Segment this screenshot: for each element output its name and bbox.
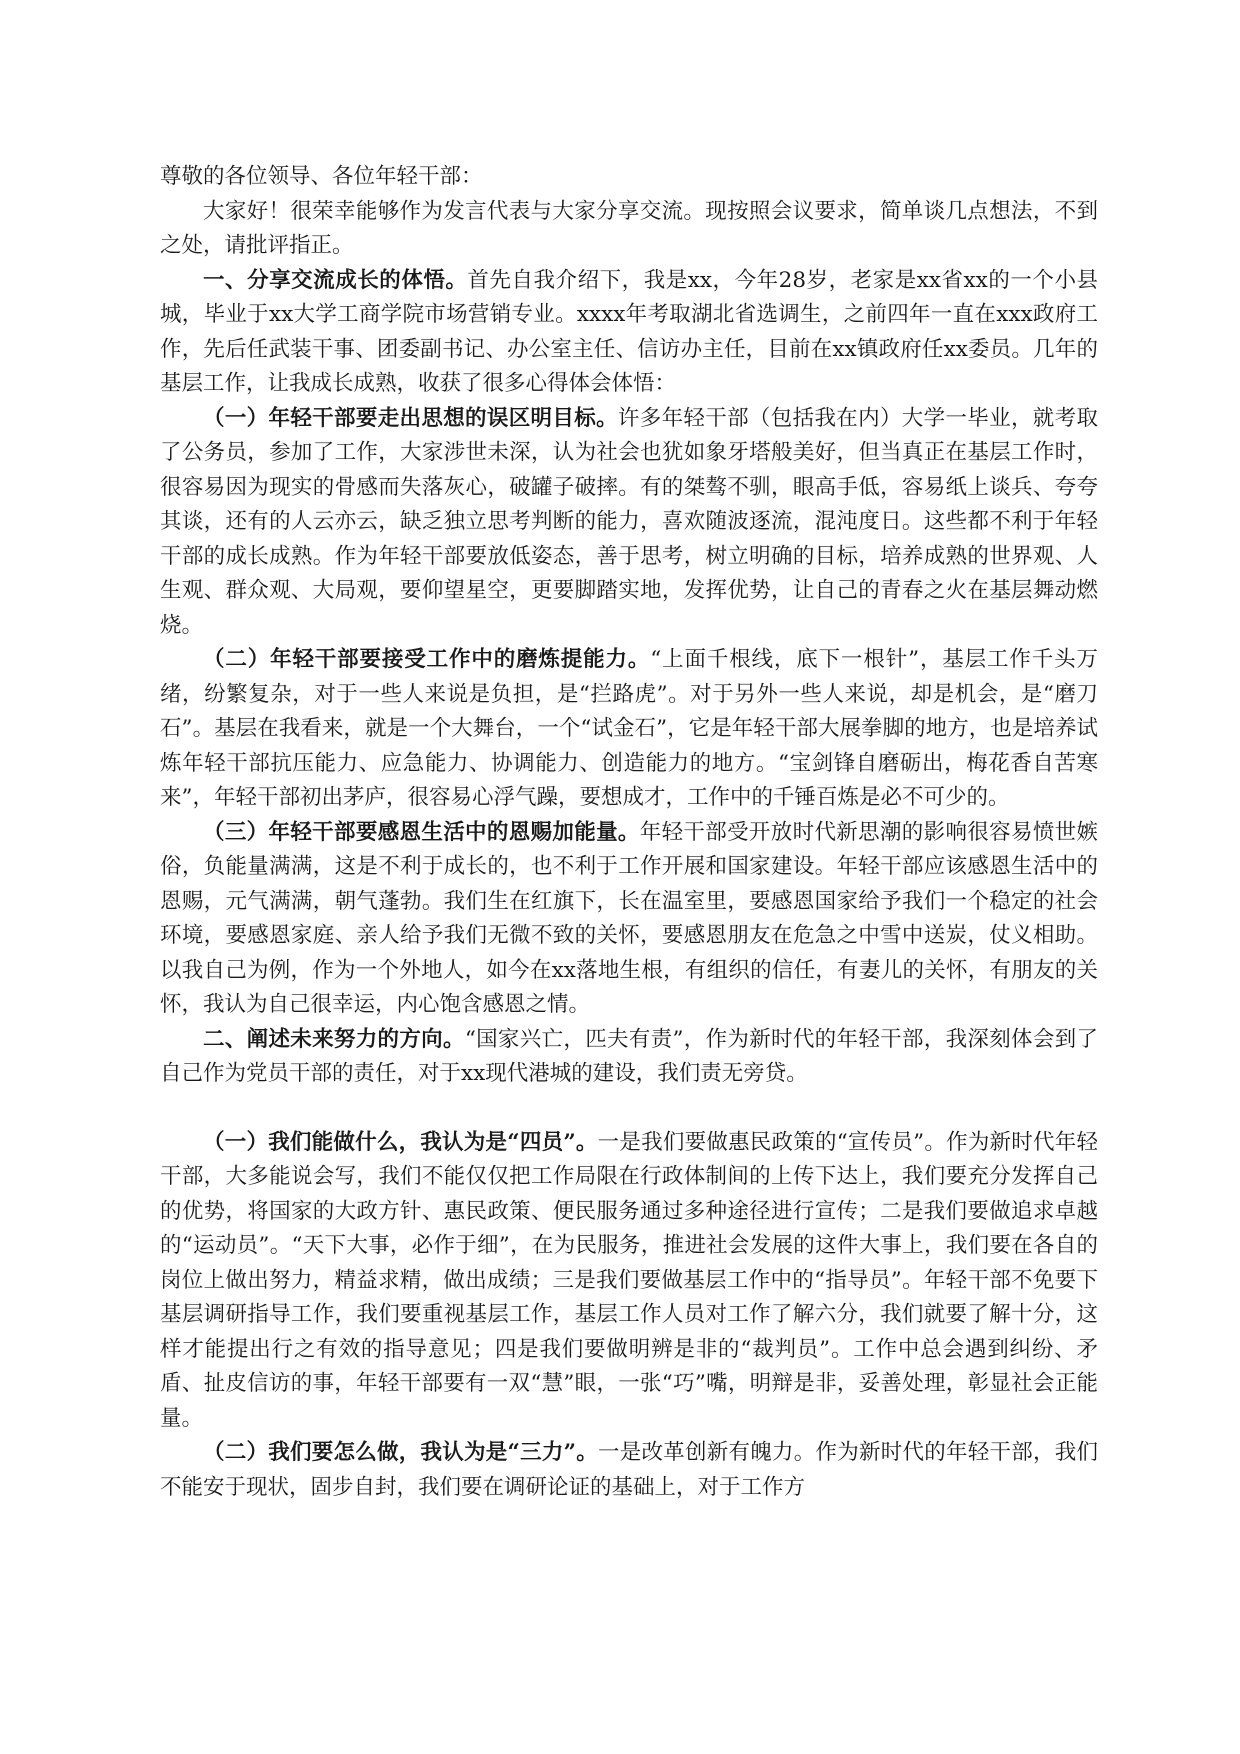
paragraph-text: 首先自我介绍下，我是xx，今年28岁，老家是xx省xx的一个小县城，毕业于xx大学工商学院市场营销专业。xxxx年考取湖北省选调生，之前四年一直在xxx政府工作，先后任武装干事、团委副书记、办公室主任、信访办主任，目前在xx镇政府任xx委员。几年的基层工作，让我成长成熟，收获了很多心得体会体悟：	[160, 267, 1098, 396]
paragraph-section-2	[160, 1023, 1098, 1092]
paragraph-section-2-1	[160, 1126, 1098, 1437]
paragraph-text: 年轻干部受开放时代新思潮的影响很容易愤世嫉俗，负能量满满，这是不利于成长的，也不利于工作开展和国家建设。年轻干部应该感恩生活中的恩赐，元气满满，朝气蓬勃。我们生在红旗下，长在温室里，要感恩国家给予我们一个稳定的社会环境，要感恩家庭、亲人给予我们无微不致的关怀，要感恩朋友在危急之中雪中送炭，仗义相助。以我自己为例，作为一个外地人，如今在xx落地生根，有组织的信任，有妻儿的关怀，有朋友的关怀，我认为自己很幸运，内心饱含感恩之情。	[160, 819, 1098, 1017]
paragraph-gap	[160, 1092, 1098, 1126]
paragraph-text: 一是改革创新有魄力。作为新时代的年轻干部，我们不能安于现状，固步自封，我们要在调研论证的基础上，对于工作方	[160, 1440, 1098, 1500]
paragraph-heading: （三）年轻干部要感恩生活中的恩赐加能量。	[203, 819, 640, 845]
paragraph-heading: （二）年轻干部要接受工作中的磨炼提能力。	[203, 647, 651, 672]
paragraph-section-2-2	[160, 1436, 1098, 1505]
paragraph-heading: （一）我们能做什么，我认为是“四员”。	[203, 1129, 598, 1155]
paragraph-section-1-3	[160, 816, 1098, 1023]
paragraph-heading: 一、分享交流成长的体悟。	[203, 267, 468, 293]
paragraph-text: “上面千根线，底下一根针”，基层工作千头万绪，纷繁复杂，对于一些人来说是负担，是“拦路虎”。对于另外一些人来说，却是机会，是“磨刀石”。基层在我看来，就是一个大舞台，一个“试金石”，它是年轻干部大展拳脚的地方，也是培养试炼年轻干部抗压能力、应急能力、协调能力、创造能力的地方。“宝剑锋自磨砺出，梅花香自苦寒来”，年轻干部初出茅庐，很容易心浮气躁，要想成才，工作中的千锤百炼是必不可少的。	[160, 647, 1098, 810]
paragraph-text: “国家兴亡，匹夫有责”，作为新时代的年轻干部，我深刻体会到了自己作为党员干部的责任，对于xx现代港城的建设，我们责无旁贷。	[160, 1026, 1098, 1086]
paragraph-text: 大家好！很荣幸能够作为发言代表与大家分享交流。现按照会议要求，简单谈几点想法，不到之处，请批评指正。	[160, 198, 1098, 258]
paragraph-section-1-2	[160, 643, 1098, 816]
paragraph-section-1-1	[160, 402, 1098, 644]
paragraph-greeting	[160, 195, 1098, 264]
paragraph-heading: 二、阐述未来努力的方向。	[203, 1026, 465, 1052]
document-page	[160, 160, 1098, 1505]
paragraph-heading: （二）我们要怎么做，我认为是“三力”。	[203, 1440, 598, 1465]
paragraph-text: 一是我们要做惠民政策的“宣传员”。作为新时代年轻干部，大多能说会写，我们不能仅仅把工作局限在行政体制间的上传下达上，我们要充分发挥自己的优势，将国家的大政方针、惠民政策、便民服务通过多种途径进行宣传；二是我们要做追求卓越的“运动员”。“天下大事，必作于细”，在为民服务，推进社会发展的这件大事上，我们要在各自的岗位上做出努力，精益求精，做出成绩；三是我们要做基层工作中的“指导员”。年轻干部不免要下基层调研指导工作，我们要重视基层工作，基层工作人员对工作了解六分，我们就要了解十分，这样才能提出行之有效的指导意见；四是我们要做明辨是非的“裁判员”。工作中总会遇到纠纷、矛盾、扯皮信访的事，年轻干部要有一双“慧”眼，一张“巧”嘴，明辩是非，妥善处理，彰显社会正能量。	[160, 1129, 1098, 1431]
paragraph-heading: （一）年轻干部要走出思想的误区明目标。	[203, 405, 618, 431]
paragraph-text: 许多年轻干部（包括我在内）大学一毕业，就考取了公务员，参加了工作，大家涉世未深，认为社会也犹如象牙塔般美好，但当真正在基层工作时，很容易因为现实的骨感而失落灰心，破罐子破摔。有的桀骜不驯，眼高手低，容易纸上谈兵、夸夸其谈，还有的人云亦云，缺乏独立思考判断的能力，喜欢随波逐流，混沌度日。这些都不利于年轻干部的成长成熟。作为年轻干部要放低姿态，善于思考，树立明确的目标，培养成熟的世界观、人生观、群众观、大局观，要仰望星空，更要脚踏实地，发挥优势，让自己的青春之火在基层舞动燃烧。	[160, 405, 1098, 638]
paragraph-section-1	[160, 264, 1098, 402]
salutation: 尊敬的各位领导、各位年轻干部：	[160, 164, 483, 189]
